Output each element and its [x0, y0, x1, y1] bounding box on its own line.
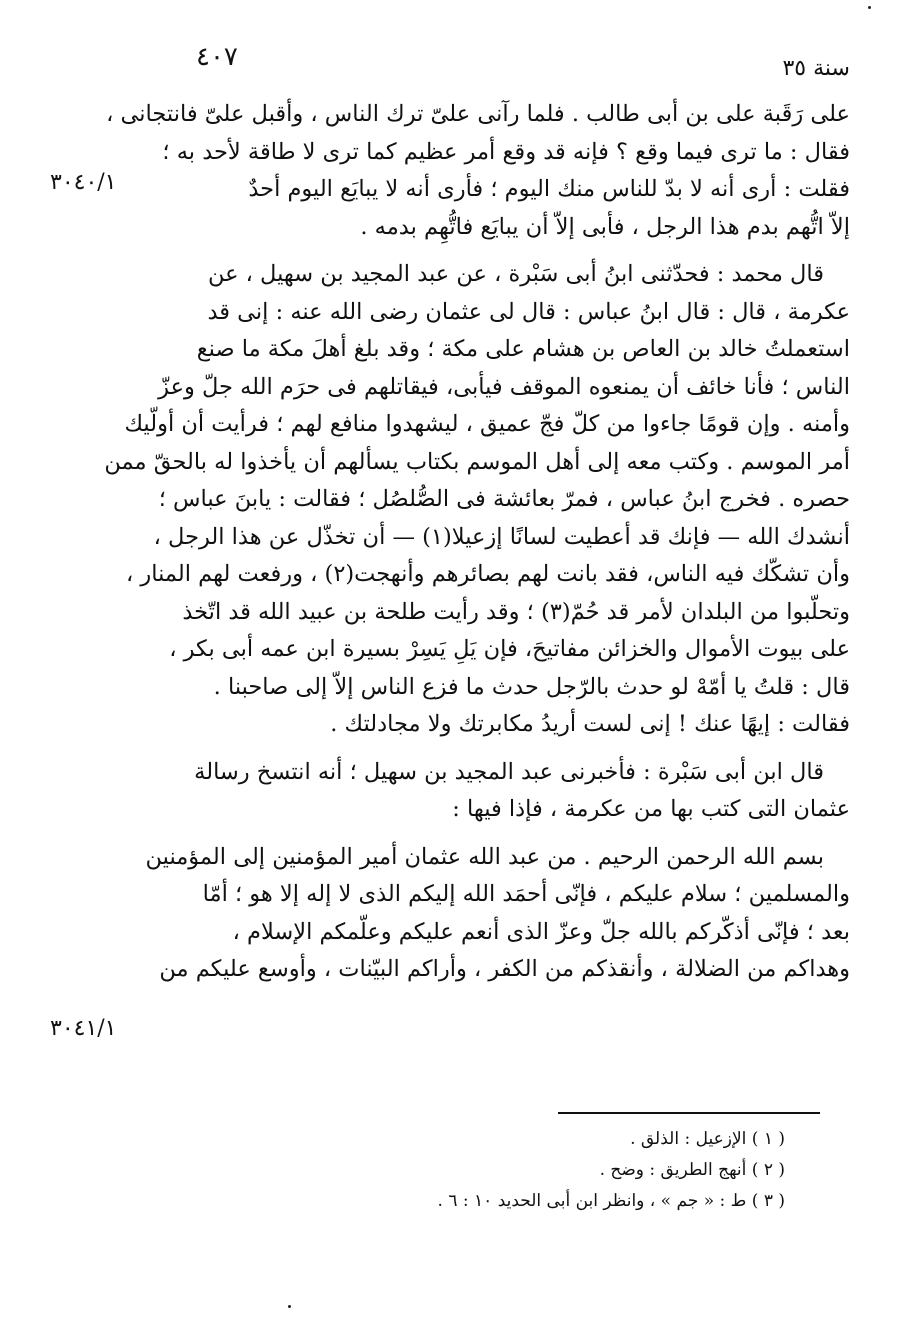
footnote: ( ٢ ) أنهج الطريق : وضح . [599, 1160, 785, 1180]
footnote: ( ١ ) الإزعيل : الذلق . [630, 1129, 785, 1149]
text-line: عثمان التى كتب بها من عكرمة ، فإذا فيها : [452, 796, 850, 822]
text-line: استعملتُ خالد بن العاص بن هشام على مكة ؛ وقد بلغ أهلَ مكة ما صنع [196, 336, 850, 362]
footnote: ( ٣ ) ط : « جم » ، وانظر ابن أبى الحديد ١٠ : ٦ . [437, 1191, 785, 1211]
text-line: الناس ؛ فأنا خائف أن يمنعوه الموقف فيأبى، فيقاتلهم فى حرَم الله جلّ وعزّ [158, 373, 850, 400]
text-line: فقالت : إيهًا عنك ! إنى لست أريدُ مكابرتك ولا مجادلتك . [330, 711, 850, 737]
text-line: بعد ؛ فإنّى أذكّركم بالله جلّ وعزّ الذى أنعم عليكم وعلّمكم الإسلام ، [232, 918, 850, 945]
footnotes [300, 1124, 785, 1217]
text-line: فقال : ما ترى فيما وقع ؟ فإنه قد وقع أمر عظيم كما ترى لا طاقة لأحد به ؛ [162, 138, 850, 165]
text-line: على بيوت الأموال والخزائن مفاتيحَ، فإن يَلِ يَسِرْ بسيرة ابن عمه أبى بكر ، [169, 636, 850, 662]
paragraph [106, 96, 850, 246]
text-line: على رَقَبة على بن أبى طالب . فلما رآنى علىّ ترك الناس ، وأقبل علىّ فانتجانى ، [106, 101, 850, 127]
text-line: وأمنه . وإن قومًا جاءوا من كلّ فجّ عميق ، ليشهدوا منافع لهم ؛ فرأيت أن أولّيك [124, 411, 850, 437]
scan-speck [288, 1305, 291, 1308]
margin-reference: ٣٠٤٠/١ [50, 170, 117, 195]
page-header [160, 38, 850, 88]
text-line: أنشدك الله — فإنك قد أعطيت لسانًا إزعيلا(١) — أن تخذّل عن هذا الرجل ، [153, 523, 850, 550]
text-line: حصره . فخرج ابنُ عباس ، فمرّ بعائشة فى الصُّلصُل ؛ فقالت : يابنَ عباس ؛ [158, 486, 850, 512]
text-line: قال : قلتُ يا أمّهْ لو حدث بالرّجل حدث ما فزع الناس إلاّ إلى صاحبنا . [213, 673, 850, 700]
page-number: ٤٠٧ [196, 42, 238, 72]
text-line: قال محمد : فحدّثنى ابنُ أبى سَبْرة ، عن عبد المجيد بن سهيل ، عن [207, 261, 824, 287]
text-line: وأن تشكّك فيه الناس، فقد بانت لهم بصائرهم وأنهجت(٢) ، ورفعت لهم المنار ، [125, 561, 850, 587]
text-line: فقلت : أرى أنه لا بدّ للناس منك اليوم ؛ فأرى أنه لا يبايَع اليوم أحدٌ [248, 176, 850, 202]
text-line: وهداكم من الضلالة ، وأنقذكم من الكفر ، وأراكم البيّنات ، وأوسع عليكم من [159, 956, 850, 982]
scan-speck [868, 6, 871, 9]
paragraph [104, 256, 850, 744]
text-line: بسم الله الرحمن الرحيم . من عبد الله عثمان أمير المؤمنين إلى المؤمنين [145, 843, 824, 870]
margin-reference: ٣٠٤١/١ [50, 1016, 117, 1041]
main-text [104, 96, 850, 989]
text-line: وتحلّبوا من البلدان لأمر قد حُمّ(٣) ؛ وقد رأيت طلحة بن عبيد الله قد اتّخذ [182, 598, 850, 625]
text-line: إلاّ اتُّهم بدم هذا الرجل ، فأبى إلاّ أن يبايَع فاتُّهِم بدمه . [360, 213, 850, 240]
text-line: أمر الموسم . وكتب معه إلى أهل الموسم بكتاب يسألهم أن يأخذوا له بالحقّ ممن [104, 448, 850, 475]
footnote-divider [558, 1112, 820, 1114]
paragraph [160, 754, 850, 829]
text-line: عكرمة ، قال : قال ابنُ عباس : قال لى عثمان رضى الله عنه : إنى قد [207, 298, 850, 325]
text-line: قال ابن أبى سَبْرة : فأخبرنى عبد المجيد بن سهيل ؛ أنه انتسخ رسالة [194, 758, 824, 785]
paragraph [145, 839, 850, 989]
text-line: والمسلمين ؛ سلام عليكم ، فإنّى أحمَد الله إليكم الذى لا إله إلا هو ؛ أمّا [202, 881, 850, 907]
year-heading: سنة ٣٥ [782, 56, 850, 81]
